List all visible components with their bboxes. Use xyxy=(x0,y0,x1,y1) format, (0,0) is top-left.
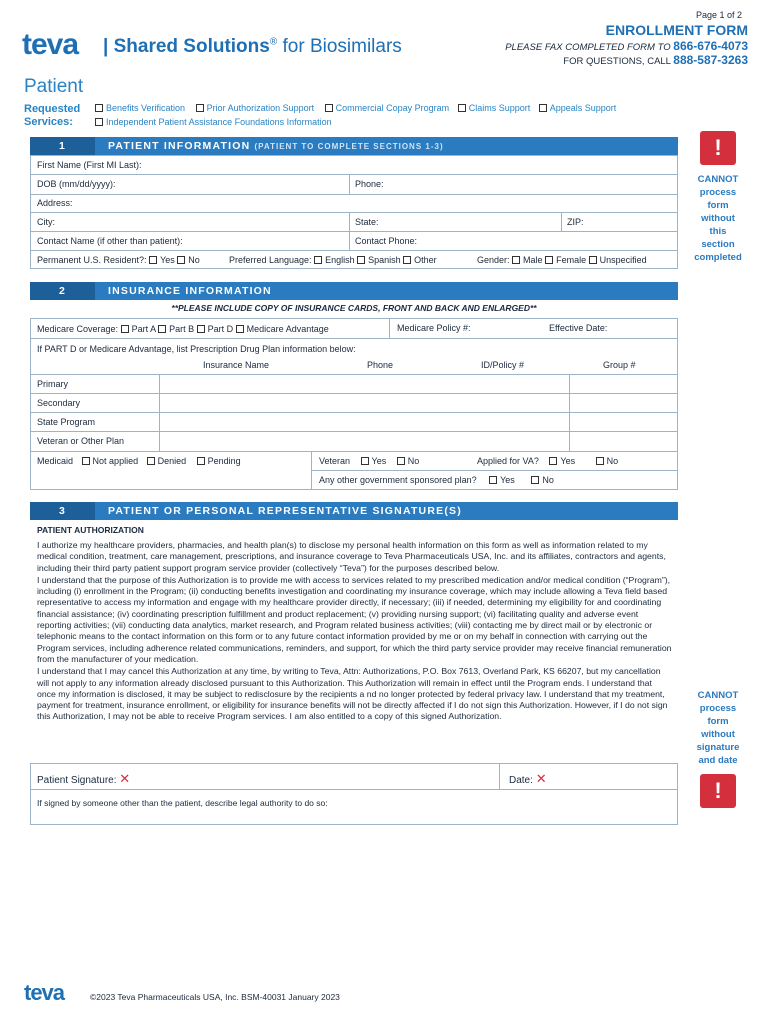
section-title xyxy=(108,137,444,156)
language-row xyxy=(229,255,437,265)
veteran-row xyxy=(319,456,419,466)
section-note: (PATIENT TO COMPLETE SECTIONS 1-3) xyxy=(254,142,444,151)
language-other: Other xyxy=(414,255,437,265)
checkbox-icon[interactable] xyxy=(545,256,553,264)
service-commercial-copay[interactable] xyxy=(325,103,450,113)
checkbox-icon[interactable] xyxy=(489,476,497,484)
exclamation-icon: ! xyxy=(700,774,736,808)
contact-name-field[interactable]: Contact Name (if other than patient): xyxy=(37,236,183,246)
checkbox-icon[interactable] xyxy=(95,118,103,126)
checkbox-icon[interactable] xyxy=(314,256,322,264)
warn-line: section xyxy=(701,239,735,250)
warn-line: this xyxy=(709,226,727,237)
effective-date-field[interactable]: Effective Date: xyxy=(549,323,608,333)
row-primary[interactable]: Primary xyxy=(37,379,68,389)
service-label: Claims Support xyxy=(468,103,531,113)
contact-phone-field[interactable]: Contact Phone: xyxy=(355,236,418,246)
warn-line: CANNOT xyxy=(697,174,739,185)
questions-label: FOR QUESTIONS, CALL xyxy=(563,56,671,67)
first-name-field[interactable]: First Name (First MI Last): xyxy=(37,160,142,170)
medicare-part-d: Part D xyxy=(207,324,234,334)
authorization-title: PATIENT AUTHORIZATION xyxy=(37,525,144,535)
col-phone: Phone xyxy=(367,360,394,370)
section-number: 3 xyxy=(30,502,95,520)
medicaid-pending: Pending xyxy=(207,456,241,466)
section-title: PATIENT OR PERSONAL REPRESENTATIVE SIGNATURE(S) xyxy=(108,505,462,517)
col-id-policy: ID/Policy # xyxy=(481,360,525,370)
questions-number: 888-587-3263 xyxy=(673,53,748,67)
medicaid-row xyxy=(37,456,241,466)
row-secondary[interactable]: Secondary xyxy=(37,398,81,408)
warn-line: completed xyxy=(694,252,742,263)
service-label: Benefits Verification xyxy=(106,103,186,113)
warn-line: process xyxy=(699,703,737,714)
checkbox-icon[interactable] xyxy=(236,325,244,333)
service-label: Independent Patient Assistance Foundations Information xyxy=(106,117,332,127)
language-spanish: Spanish xyxy=(368,255,401,265)
legal-authority-field[interactable]: If signed by someone other than the patient, describe legal authority to do so: xyxy=(37,798,328,808)
language-english: English xyxy=(325,255,355,265)
fax-label: PLEASE FAX COMPLETED FORM TO xyxy=(505,42,671,53)
medicare-label: Medicare Coverage: xyxy=(37,324,119,334)
checkbox-icon[interactable] xyxy=(531,476,539,484)
veteran-label: Veteran xyxy=(319,456,351,466)
checkbox-icon[interactable] xyxy=(196,104,204,112)
checkbox-icon[interactable] xyxy=(512,256,520,264)
signature-table xyxy=(30,763,678,825)
resident-yes: Yes xyxy=(160,255,175,265)
dob-field[interactable]: DOB (mm/dd/yyyy): xyxy=(37,179,116,189)
other-gov-no: No xyxy=(542,475,554,485)
checkbox-icon[interactable] xyxy=(357,256,365,264)
applied-va-label: Applied for VA? xyxy=(477,456,539,466)
gender-female: Female xyxy=(556,255,587,265)
partd-instruction: If PART D or Medicare Advantage, list Prescription Drug Plan information below: xyxy=(37,344,356,354)
brand-title-suffix: for Biosimilars xyxy=(277,36,402,57)
zip-field[interactable]: ZIP: xyxy=(567,217,584,227)
checkbox-icon[interactable] xyxy=(596,457,604,465)
footer-teva-logo: teva xyxy=(24,980,65,1005)
patient-heading: Patient xyxy=(24,76,84,97)
requested-services-label xyxy=(24,103,80,129)
checkbox-icon[interactable] xyxy=(147,457,155,465)
medicare-part-a: Part A xyxy=(131,324,156,334)
warn-line: without xyxy=(701,729,735,740)
cannot-process-note-1 xyxy=(684,173,752,264)
row-state-program[interactable]: State Program xyxy=(37,417,96,427)
checkbox-icon[interactable] xyxy=(197,325,205,333)
section-number: 2 xyxy=(30,282,95,300)
warn-line: process xyxy=(699,187,737,198)
checkbox-icon[interactable] xyxy=(589,256,597,264)
checkbox-icon[interactable] xyxy=(539,104,547,112)
warn-line: form xyxy=(707,200,729,211)
requested-label-line1: Requested xyxy=(24,103,81,115)
gender-label: Gender: xyxy=(477,255,510,265)
veteran-yes: Yes xyxy=(371,456,387,466)
section-2-header xyxy=(30,282,678,300)
checkbox-icon[interactable] xyxy=(361,457,369,465)
authorization-paragraph-2: I understand that the purpose of this Authorization is to provide me with access to services related to my prescribed medication and/or medical condition (“Program”), including (i) enrollment in the Program; (ii) conducting benefits investigation and coordinating my insurance coverage, which may include allowing a Teva field based representative to access my information and engage with my healthcare provider directly, if necessary; (iii) if needed, determining my eligibility for and coordinating financial assistance; (iv) coordinating prescription fulfillment and product replacement; (v) providing nursing support; (vi) facilitating quality and adverse event reporting activities; (vii) conducting data analytics, market research, and Program related business activities; (viii) contacting me by direct mail or by electronic or telephonic means to the contact information on this form or to any future contact information provided by me or on my behalf in connection with carrying out the Program services, including adherence related communications, reminders, and support, for which the third party service provider may receive financial remuneration from the manufacturer of your medication. xyxy=(37,574,672,664)
insurance-table xyxy=(30,318,678,490)
patient-info-table xyxy=(30,155,678,269)
warn-line: without xyxy=(701,213,735,224)
veteran-no: No xyxy=(407,456,420,466)
service-claims-support[interactable] xyxy=(458,103,531,113)
medicaid-label: Medicaid xyxy=(37,456,74,466)
page-number: Page 1 of 2 xyxy=(695,10,742,20)
cannot-process-note-2 xyxy=(684,689,752,767)
medicare-policy-field[interactable]: Medicare Policy #: xyxy=(397,323,471,333)
form-title: ENROLLMENT FORM xyxy=(605,22,748,38)
patient-signature-field[interactable] xyxy=(37,771,130,787)
requested-label-line2: Services: xyxy=(24,116,73,128)
state-field[interactable]: State: xyxy=(355,217,379,227)
col-insurance-name: Insurance Name xyxy=(203,360,270,370)
questions-line xyxy=(563,53,748,67)
patient-authorization xyxy=(37,525,673,724)
resident-label: Permanent U.S. Resident?: xyxy=(37,255,147,265)
teva-logo: teva xyxy=(22,28,79,61)
service-appeals-support[interactable] xyxy=(539,103,617,113)
section-number: 1 xyxy=(30,137,95,155)
exclamation-icon: ! xyxy=(700,131,736,165)
checkbox-icon[interactable] xyxy=(177,256,185,264)
other-gov-yes: Yes xyxy=(500,475,515,485)
signature-label: Patient Signature: xyxy=(37,775,117,786)
date-field[interactable] xyxy=(509,771,547,787)
address-field[interactable]: Address: xyxy=(37,198,73,208)
gender-unspecified: Unspecified xyxy=(599,255,647,265)
checkbox-icon[interactable] xyxy=(121,325,129,333)
medicare-coverage-row xyxy=(37,324,329,334)
checkbox-icon[interactable] xyxy=(458,104,466,112)
footer-copyright: ©2023 Teva Pharmaceuticals USA, Inc. BSM-40031 January 2023 xyxy=(90,992,340,1002)
other-gov-row xyxy=(319,475,554,485)
authorization-paragraph-3: I understand that I may cancel this Authorization at any time, by writing to Teva, Attn: Authorizations, P.O. Box 7613, Overland Park, KS 66207, but my cancellation will not apply to any information already disclosed pursuant to this Authorization. This Authorization will remain in effect until the Program ends. I understand that once my information is disclosed, it may be subject to redisclosure by the recipients a nd no longer protected by federal privacy law. I understand that my treatment, payment for treatment, insurance enrollment, or eligibility for insurance benefits will not be directly affected if I do not sign this Authorization. However, if I do not sign this Authorization, I may not be able to receive Program services. I am also entitled to a copy of this signed Authorization. xyxy=(37,666,668,722)
service-label: Commercial Copay Program xyxy=(335,103,450,113)
applied-va-no: No xyxy=(606,456,619,466)
warn-line: and date xyxy=(698,755,738,766)
warn-line: form xyxy=(707,716,729,727)
warn-line: CANNOT xyxy=(697,690,739,701)
fax-number: 866-676-4073 xyxy=(673,39,748,53)
phone-field[interactable]: Phone: xyxy=(355,179,384,189)
language-label: Preferred Language: xyxy=(229,255,312,265)
medicare-advantage: Medicare Advantage xyxy=(246,324,329,334)
checkbox-icon[interactable] xyxy=(149,256,157,264)
registered-mark: ® xyxy=(269,36,278,48)
applied-va-yes: Yes xyxy=(560,456,576,466)
section-3-header xyxy=(30,502,678,520)
brand-title-main: | Shared Solutions xyxy=(103,36,270,57)
services-row-1 xyxy=(95,103,616,113)
authorization-paragraph-1: I authorize my healthcare providers, pharmacies, and health plan(s) to disclose my personal health information on this form as well as information related to my medical condition, treatment, care management, prescriptions, and insurance coverage to Teva Pharmaceuticals USA, Inc. and its affiliates, contractors and agents, including their third party patient support program service provider (collectively “Teva”) for the purposes described below. xyxy=(37,540,666,573)
checkbox-icon[interactable] xyxy=(82,457,90,465)
applied-va-row xyxy=(477,456,618,466)
other-gov-label: Any other government sponsored plan? xyxy=(319,475,477,485)
service-independent-foundations[interactable] xyxy=(95,117,332,127)
checkbox-icon[interactable] xyxy=(197,457,205,465)
medicare-part-b: Part B xyxy=(169,324,195,334)
x-mark-icon: ✕ xyxy=(535,771,547,786)
include-cards-note: **PLEASE INCLUDE COPY OF INSURANCE CARDS, FRONT AND BACK AND ENLARGED** xyxy=(171,303,537,313)
service-label: Prior Authorization Support xyxy=(206,103,315,113)
checkbox-icon[interactable] xyxy=(158,325,166,333)
resident-no: No xyxy=(188,255,200,265)
warn-line: signature xyxy=(696,742,740,753)
checkbox-icon[interactable] xyxy=(95,104,103,112)
medicaid-not-applied: Not applied xyxy=(92,456,139,466)
section-title-text: PATIENT INFORMATION xyxy=(108,140,251,152)
gender-row xyxy=(477,255,647,265)
x-mark-icon: ✕ xyxy=(119,771,131,786)
resident-row xyxy=(37,255,200,265)
service-prior-authorization[interactable] xyxy=(196,103,315,113)
date-label: Date: xyxy=(509,775,533,786)
checkbox-icon[interactable] xyxy=(397,457,405,465)
section-title: INSURANCE INFORMATION xyxy=(108,285,272,297)
medicaid-denied: Denied xyxy=(157,456,187,466)
brand-title xyxy=(103,36,402,58)
col-group: Group # xyxy=(603,360,636,370)
checkbox-icon[interactable] xyxy=(403,256,411,264)
gender-male: Male xyxy=(523,255,543,265)
city-field[interactable]: City: xyxy=(37,217,55,227)
section-1-header xyxy=(30,137,678,155)
fax-line xyxy=(505,39,748,53)
service-benefits-verification[interactable] xyxy=(95,103,185,113)
service-label: Appeals Support xyxy=(549,103,617,113)
row-veteran-other[interactable]: Veteran or Other Plan xyxy=(37,436,125,446)
checkbox-icon[interactable] xyxy=(325,104,333,112)
checkbox-icon[interactable] xyxy=(549,457,557,465)
